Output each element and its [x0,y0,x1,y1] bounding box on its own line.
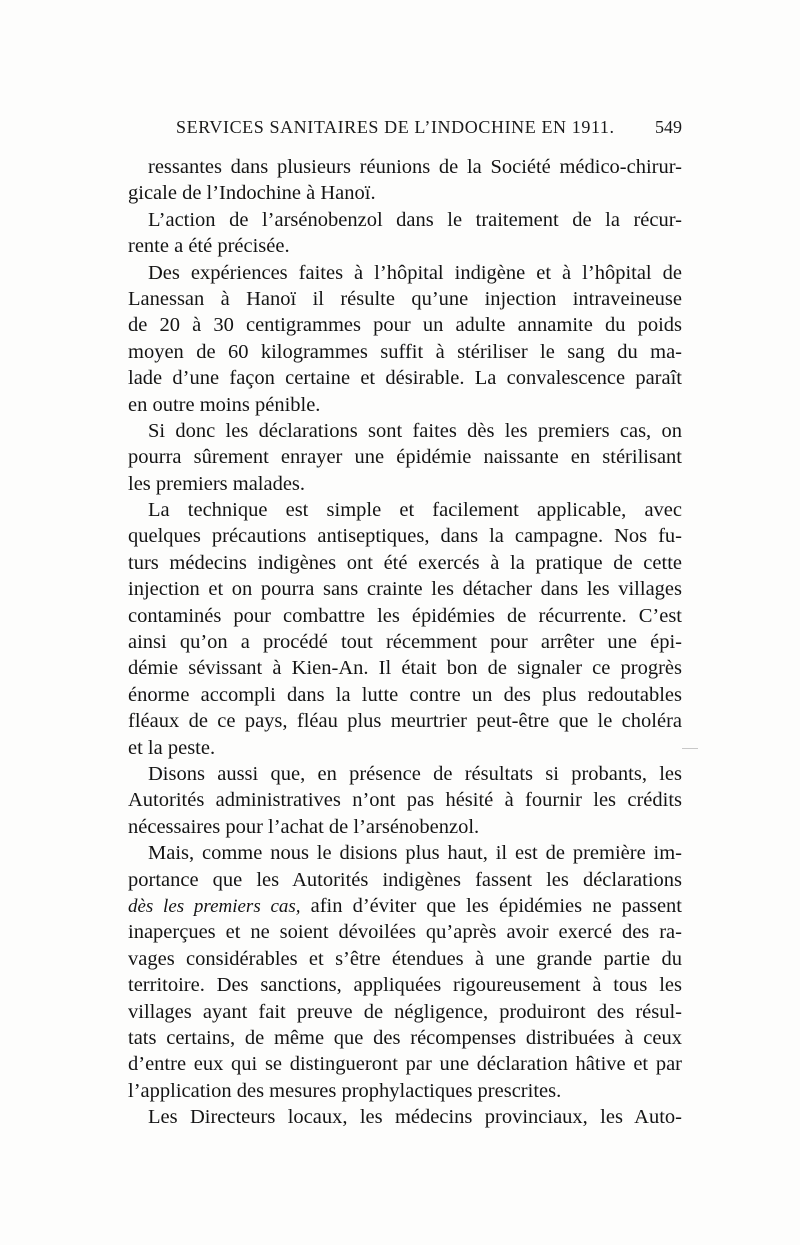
running-title: SERVICES SANITAIRES DE L’INDOCHINE EN 1911. [176,117,615,137]
text-line: énorme accompli dans la lutte contre un des plus redoutables [128,683,682,706]
text-line: ainsi qu’on a procédé tout récemment pour arrêter une épi- [128,631,682,654]
line-rest: afin d’éviter que les épidémies ne passent [300,894,683,917]
text-line: contaminés pour combattre les épidémies de récurrente. C’est [128,604,682,627]
text-line: nécessaires pour l’achat de l’arsénobenzol. [128,815,480,838]
text-line: Autorités administratives n’ont pas hésité à fournir les crédits [128,789,682,812]
text-line: rente a été précisée. [128,235,290,258]
text-line: les premiers malades. [128,472,306,495]
text-line: d’entre eux qui se distingueront par une déclaration hâtive et par [128,1053,682,1076]
text-line: lade d’une façon certaine et désirable. La convalescence paraît [128,367,682,390]
text-line: démie sévissant à Kien-An. Il était bon de signaler ce progrès [128,657,682,680]
text-line [128,893,682,919]
text-line: Des expériences faites à l’hôpital indigène et à l’hôpital de [148,261,682,284]
text-line: territoire. Des sanctions, appliquées rigoureusement à tous les [128,974,682,997]
text-line: de 20 à 30 centigrammes pour un adulte annamite du poids [128,314,682,337]
text-line: gicale de l’Indochine à Hanoï. [128,182,376,205]
text-line: vages considérables et s’être étendues à une grande partie du [128,947,682,970]
text-line: La technique est simple et facilement applicable, avec [148,499,682,522]
italic-phrase: dès les premiers cas, [128,895,301,917]
text-line: turs médecins indigènes ont été exercés à la pratique de cette [128,551,682,574]
page-number: 549 [655,117,682,137]
text-line: villages ayant fait preuve de négligence, produiront des résul- [128,1000,682,1023]
body-text [128,154,682,1130]
text-line: L’action de l’arsénobenzol dans le traitement de la récur- [148,208,682,231]
text-line: tats certains, de même que des récompenses distribuées à ceux [128,1026,682,1049]
text-line: Lanessan à Hanoï il résulte qu’une injection intraveineuse [128,287,682,310]
text-line: ressantes dans plusieurs réunions de la Société médico-chirur- [148,156,682,178]
text-line: en outre moins pénible. [128,393,321,416]
text-line: Disons aussi que, en présence de résultats si probants, les [148,762,682,785]
running-header [128,117,682,141]
text-line: fléaux de ce pays, fléau plus meurtrier peut-être que le choléra [128,710,682,733]
text-line: quelques précautions antiseptiques, dans la campagne. Nos fu- [128,525,682,548]
text-line: portance que les Autorités indigènes fassent les déclarations [128,868,682,891]
text-line: Mais, comme nous le disions plus haut, il est de première im- [148,842,682,865]
text-line: Les Directeurs locaux, les médecins provinciaux, les Auto- [148,1106,682,1129]
text-line: injection et on pourra sans crainte les détacher dans les villages [128,578,682,601]
text-line: inaperçues et ne soient dévoilées qu’après avoir exercé des ra- [128,921,682,944]
text-line: pourra sûrement enrayer une épidémie naissante en stérilisant [128,446,682,469]
text-line: Si donc les déclarations sont faites dès les premiers cas, on [148,419,682,442]
text-line: l’application des mesures prophylactiques prescrites. [128,1079,562,1102]
margin-mark [682,748,698,749]
text-line: moyen de 60 kilogrammes suffit à stériliser le sang du ma- [128,340,682,363]
text-line: et la peste. [128,736,216,759]
